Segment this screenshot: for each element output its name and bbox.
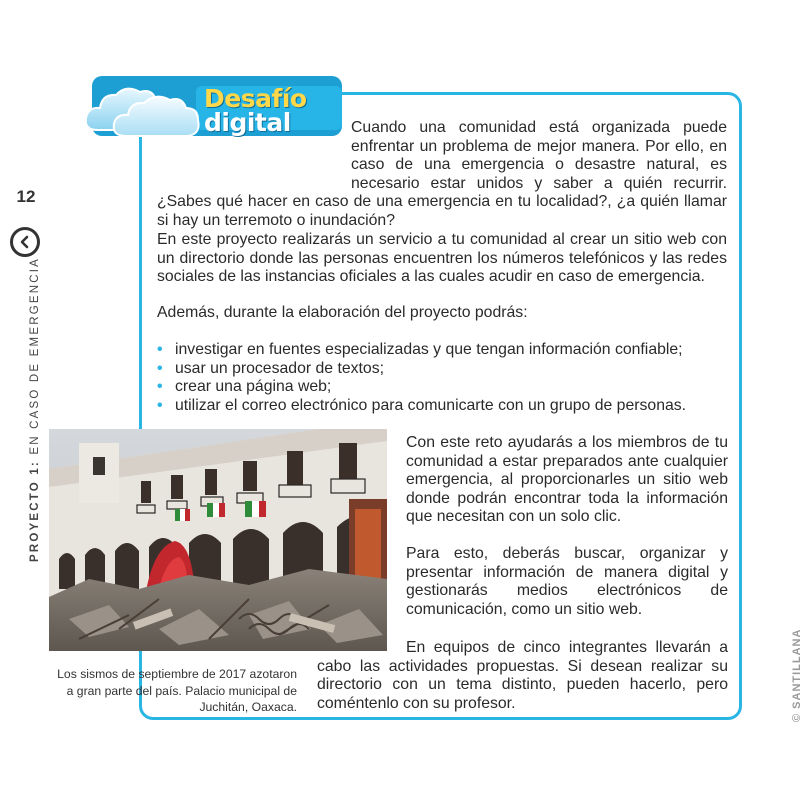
intro-paragraph xyxy=(157,119,727,229)
list-item: • usar un procesador de textos; xyxy=(157,359,384,377)
palace-ruins-illustration xyxy=(49,429,387,651)
bullet-icon: • xyxy=(157,359,163,377)
copyright-text: © SANTILLANA xyxy=(791,628,803,722)
skills-list xyxy=(157,341,727,415)
badge-title-line1: Desafío xyxy=(204,84,307,113)
project-label-bold: PROYECTO 1: xyxy=(29,460,41,562)
back-button[interactable] xyxy=(10,227,40,257)
paragraph-teams xyxy=(317,639,728,713)
intro-text: Cuando una comunidad está organizada puede enfrentar un problema de mejor manera. Por ello, en caso de una emergencia o desastre natural, es necesario estar unidos y saber a quién recurrir. ¿Sabes qué hacer en caso de una emergencia en tu localidad?, ¿a quién llamar si hay un terremoto o inundación? xyxy=(157,119,727,229)
paragraph-during: Además, durante la elaboración del proyecto podrás: xyxy=(157,304,528,321)
list-item: • crear una página web; xyxy=(157,378,332,395)
project-label-rest: EN CASO DE EMERGENCIA xyxy=(29,257,41,461)
list-item: • utilizar el correo electrónico para comunicarte con un grupo de personas. xyxy=(157,396,687,414)
badge-title-line2: digital xyxy=(204,108,291,137)
list-item: • investigar en fuentes especializadas y que tengan información confiable; xyxy=(157,341,683,358)
photo-caption: Los sismos de septiembre de 2017 azotaron a gran parte del país. Palacio municipal de Juchitán, Oaxaca. xyxy=(57,667,297,714)
project-label xyxy=(29,257,41,562)
paragraph-project: En este proyecto realizarás un servicio a tu comunidad al crear un sitio web con un directorio donde las personas encuentren los números telefónicos y las redes sociales de las instancias oficiales a las cuales acudir en caso de emergencia. xyxy=(157,231,727,285)
paragraph-tasks: Para esto, deberás buscar, organizar y presentar información de manera digital y gestionarás medios electrónicos de comunicación, como un sitio web. xyxy=(406,545,728,618)
earthquake-photo xyxy=(49,429,387,651)
bullet-icon: • xyxy=(157,341,163,358)
bullet-icon: • xyxy=(157,378,163,395)
paragraph-challenge: Con este reto ayudarás a los miembros de tu comunidad a estar preparados ante cualquier emergencia, al proporcionarles un sitio web donde podrán encontrar toda la información que necesitan con un solo clic. xyxy=(406,434,728,525)
page-number: 12 xyxy=(16,187,36,206)
bullet-icon: • xyxy=(157,396,163,414)
teams-text: En equipos de cinco integrantes llevarán a cabo las actividades propuestas. Si desean realizar su directorio con un tema distinto, pueden hacerlo, pero coméntenlo con su profesor. xyxy=(317,639,728,712)
chevron-left-icon xyxy=(19,235,31,249)
